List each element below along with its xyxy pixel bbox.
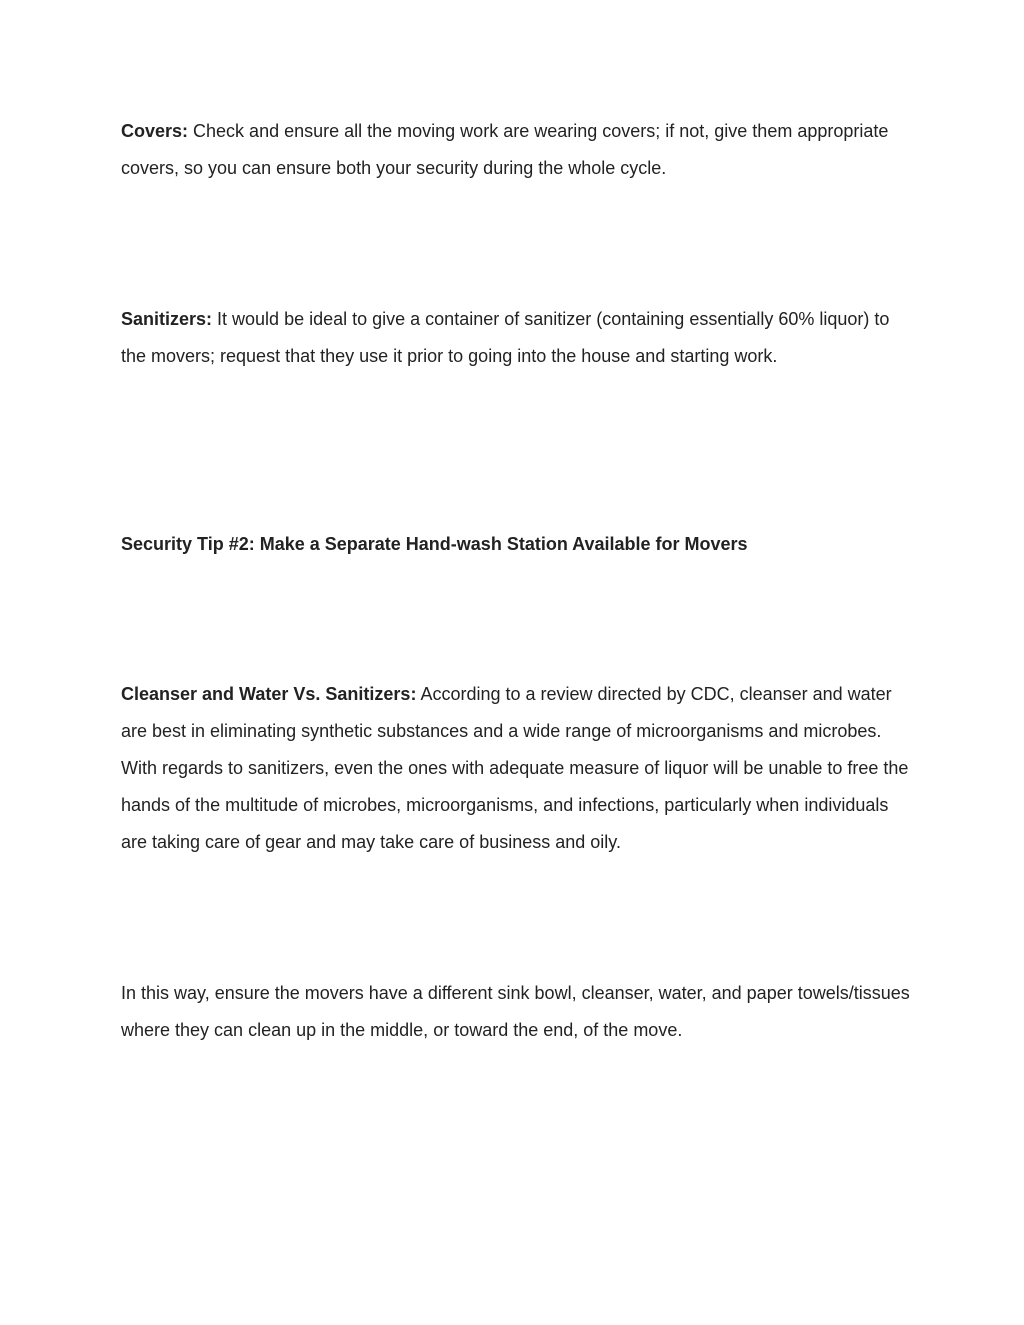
paragraph-lead: Sanitizers: — [121, 309, 213, 329]
paragraph-text: According to a review directed by CDC, cleanser and water are best in eliminating synthetic substances and a wide range of microorganisms and microbes. With regards to sanitizers, even the ones with adequate measure of liquor will be unable to free the hands of the multitude of microbes, microorganisms, and infections, particularly when individuals are taking care of gear and may take care of business and oily. — [121, 684, 909, 852]
paragraph-lead: Covers: — [121, 121, 189, 141]
heading-text: Security Tip #2: Make a Separate Hand-wash Station Available for Movers — [121, 534, 748, 554]
paragraph-text: It would be ideal to give a container of sanitizer (containing essentially 60% liquor) to the movers; request that they use it prior to going into the house and starting work. — [121, 309, 890, 366]
paragraph-covers — [121, 113, 911, 187]
paragraph-lead: Cleanser and Water Vs. Sanitizers: — [121, 684, 417, 704]
paragraph-text: Check and ensure all the moving work are wearing covers; if not, give them appropriate covers, so you can ensure both your security during the whole cycle. — [121, 121, 889, 178]
section-heading — [121, 526, 911, 563]
paragraph-cleanser-vs-sanitizers — [121, 676, 911, 861]
paragraph-conclusion — [121, 975, 911, 1049]
paragraph-sanitizers — [121, 301, 911, 375]
paragraph-text: In this way, ensure the movers have a different sink bowl, cleanser, water, and paper towels/tissues where they can clean up in the middle, or toward the end, of the move. — [121, 983, 910, 1040]
